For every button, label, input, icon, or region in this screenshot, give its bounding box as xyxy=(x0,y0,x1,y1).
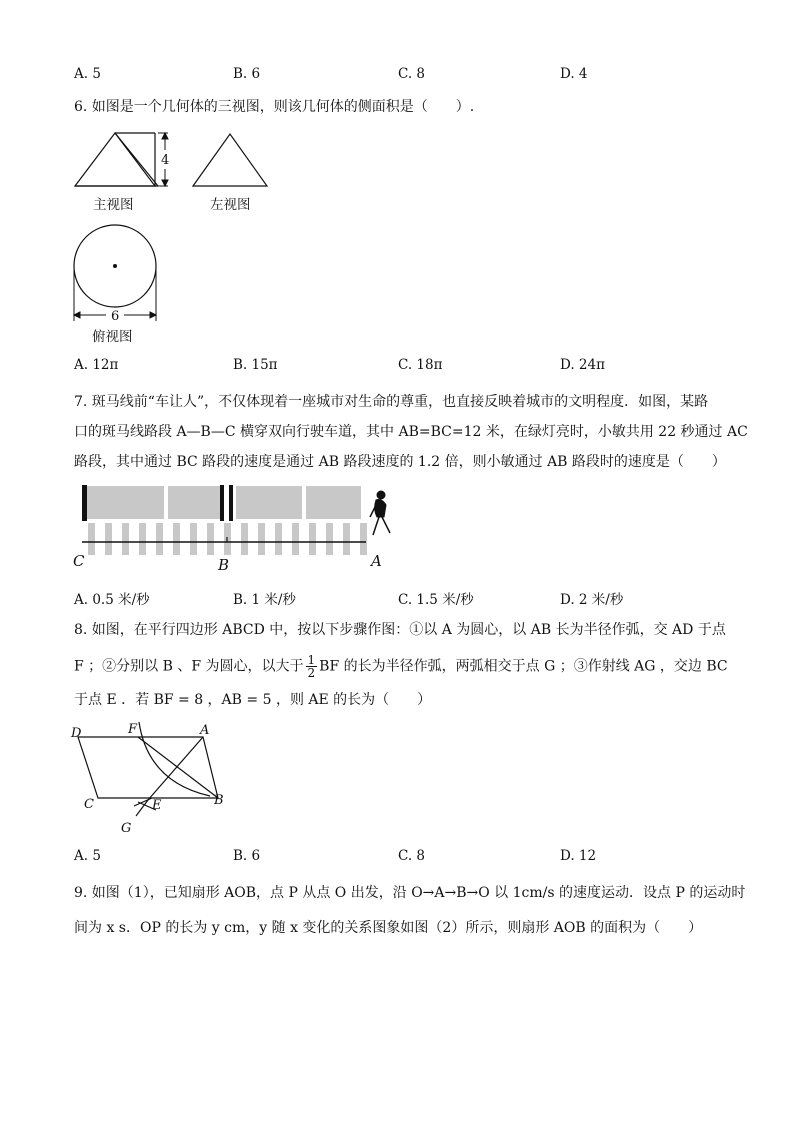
q7-crosswalk-figure xyxy=(70,483,400,573)
q7-line-1: 7. 斑马线前“车让人”，不仅体现着一座城市对生命的尊重，也直接反映着城市的文明程度．如图，某路 xyxy=(74,394,709,410)
q6-option-b: B. 15π xyxy=(233,357,278,373)
crosswalk-label-b: B xyxy=(218,556,230,573)
q9-line-2: 间为 x s．OP 的长为 y cm，y 随 x 变化的关系图象如图（2）所示，则扇形 AOB 的面积为（ ） xyxy=(74,920,703,936)
segment-fb xyxy=(138,737,218,798)
q5-option-c: C. 8 xyxy=(398,66,426,82)
top-view-caption: 俯视图 xyxy=(92,329,133,345)
q5-option-a: A. 5 xyxy=(74,66,101,82)
diameter-label: 6 xyxy=(111,309,120,324)
q8-line-2 xyxy=(74,654,728,679)
q8-line-2-part-b: BF 的长为半径作弧，两弧相交于点 G ；③作射线 AG ，交边 BC xyxy=(319,658,728,675)
q8-parallelogram-figure xyxy=(68,720,238,840)
q6-top-view xyxy=(68,222,168,326)
q5-option-b: B. 6 xyxy=(233,66,261,82)
height-label: 4 xyxy=(161,153,170,168)
pedestrian-icon xyxy=(370,491,390,535)
q6-option-c: C. 18π xyxy=(398,357,443,373)
front-view-figure xyxy=(75,133,158,186)
q9-line-1: 9. 如图（1），已知扇形 AOB，点 P 从点 O 出发，沿 O→A→B→O 以 1cm/s 的速度运动．设点 P 的运动时 xyxy=(74,885,746,901)
crosswalk-label-a: A xyxy=(371,552,382,570)
q8-line-1: 8. 如图，在平行四边形 ABCD 中，按以下步骤作图：①以 A 为圆心，以 AB 长为半径作弧，交 AD 于点 xyxy=(74,622,726,638)
q8-line-3: 于点 E ．若 BF = 8 ，AB = 5 ，则 AE 的长为（ ） xyxy=(74,692,432,708)
q8-option-c: C. 8 xyxy=(398,848,426,864)
q7-option-b: B. 1 米/秒 xyxy=(233,592,296,608)
q8-option-d: D. 12 xyxy=(560,848,597,864)
point-b-label: B xyxy=(214,793,224,808)
segment-ae xyxy=(148,737,203,800)
fraction-numerator: 1 xyxy=(307,653,316,667)
side-view-figure xyxy=(193,134,267,186)
center-dot xyxy=(113,264,117,268)
crosswalk-label-c: C xyxy=(73,552,85,570)
fraction-denominator: 2 xyxy=(307,666,316,680)
q7-option-c: C. 1.5 米/秒 xyxy=(398,592,474,608)
point-d-label: D xyxy=(71,726,82,741)
q7-option-a: A. 0.5 米/秒 xyxy=(74,592,150,608)
parallelogram-abcd xyxy=(78,737,218,798)
point-e-label: E xyxy=(152,798,162,813)
q8-line-2-part-a: F ；②分别以 B 、F 为圆心，以大于 xyxy=(74,658,304,675)
q6-stem: 6. 如图是一个几何体的三视图，则该几何体的侧面积是（ ）. xyxy=(74,99,475,115)
point-a-label: A xyxy=(200,723,210,738)
q7-line-3: 路段，其中通过 BC 路段的速度是通过 AB 路段速度的 1.2 倍，则小敏通过 AB 路段时的速度是（ ） xyxy=(74,454,726,470)
front-view-caption: 主视图 xyxy=(93,197,134,213)
q7-line-2: 口的斑马线路段 A—B—C 横穿双向行驶车道，其中 AB=BC=12 米，在绿灯亮时，小敏共用 22 秒通过 AC xyxy=(74,424,748,440)
q6-front-side-views xyxy=(70,125,280,195)
q5-option-d: D. 4 xyxy=(560,66,588,82)
q6-option-d: D. 24π xyxy=(560,357,605,373)
q6-option-a: A. 12π xyxy=(74,357,119,373)
fraction-one-half xyxy=(306,654,318,679)
q7-option-d: D. 2 米/秒 xyxy=(560,592,624,608)
q8-option-a: A. 5 xyxy=(74,848,101,864)
point-f-label: F xyxy=(128,722,138,737)
side-view-caption: 左视图 xyxy=(210,197,251,213)
point-c-label: C xyxy=(84,797,94,812)
q8-option-b: B. 6 xyxy=(233,848,261,864)
point-g-label: G xyxy=(121,821,132,836)
